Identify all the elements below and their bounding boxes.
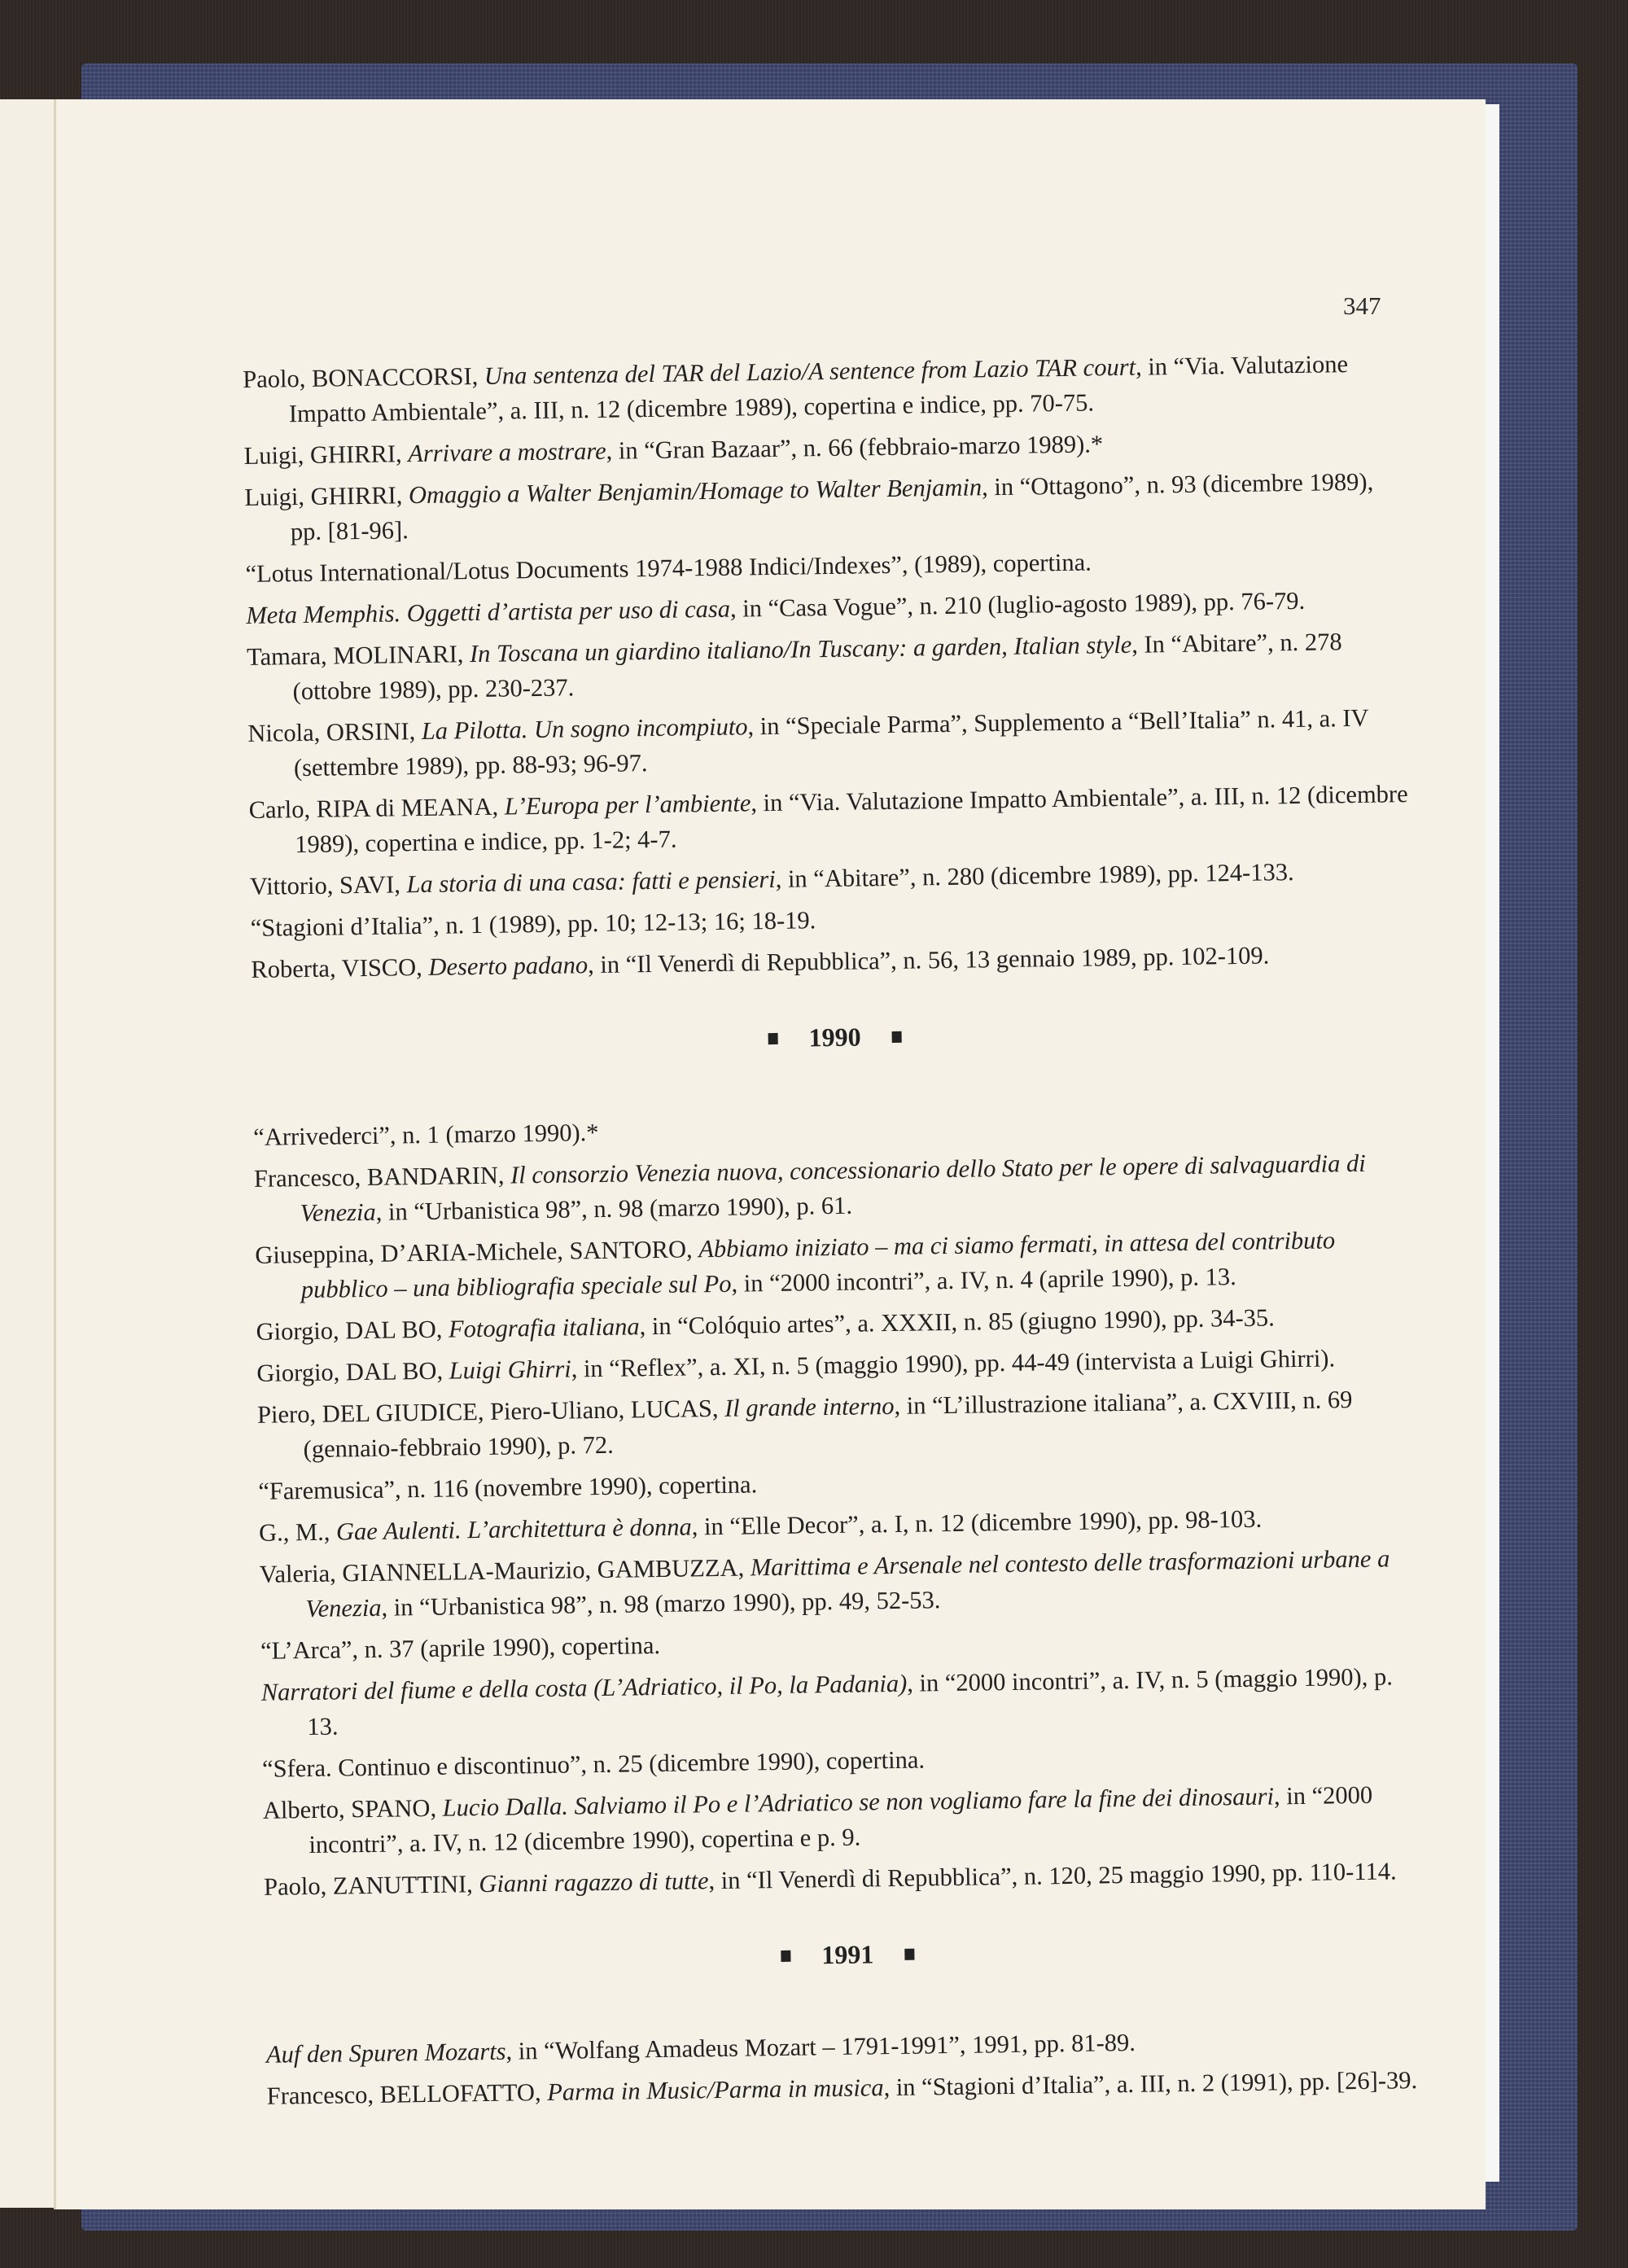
entry-source: , in “2000 incontri”, a. IV, n. 5 (maggio 1990), p. 13. — [307, 1662, 1394, 1741]
entry-title: Fotografia italiana — [448, 1312, 640, 1343]
entry-title: Meta Memphis. Oggetti d’artista per uso di casa — [246, 594, 731, 629]
entry-author: Nicola, ORSINI, — [247, 716, 422, 747]
entry-source: , in “Gran Bazaar”, n. 66 (febbraio-marzo 1989).* — [606, 430, 1104, 465]
entry-author: “Arrivederci”, n. 1 (marzo 1990).* — [253, 1118, 599, 1151]
entry-author: Giorgio, DAL BO, — [256, 1315, 449, 1346]
bibliography-entry — [244, 464, 1411, 550]
entry-author: “Faremusica”, n. 116 (novembre 1990), copertina. — [258, 1470, 758, 1505]
entry-author: “Lotus International/Lotus Documents 1974-1988 Indici/Indexes”, (1989), copertina. — [245, 548, 1092, 588]
entry-title: Gae Aulenti. L’architettura è donna — [335, 1513, 693, 1546]
year-heading — [265, 1929, 1430, 1981]
entry-title: Una sentenza del TAR del Lazio/A sentence from Lazio TAR court — [484, 352, 1136, 390]
entry-author: Paolo, BONACCORSI, — [243, 361, 485, 393]
entry-title: In Toscana un giardino italiano/In Tuscany: a garden, Italian style — [469, 630, 1132, 668]
entry-source: , in “Casa Vogue”, n. 210 (luglio-agosto 1989), pp. 76-79. — [729, 586, 1306, 623]
bibliography-entry — [247, 624, 1413, 710]
entry-title: Il grande interno — [724, 1391, 895, 1422]
entry-title: Abbiamo iniziato – ma ci siamo fermati, in attesa del contributo pubblico – una bibliografia speciale sul Po — [300, 1226, 1336, 1304]
square-bullet-icon — [768, 1032, 778, 1044]
entry-author: Vittorio, SAVI, — [249, 870, 407, 900]
entry-source: , in “2000 incontri”, a. IV, n. 4 (aprile 1990), p. 13. — [731, 1263, 1237, 1298]
bibliography-entry — [264, 1854, 1429, 1905]
bibliography-entry — [266, 2063, 1432, 2114]
entry-author: Roberta, VISCO, — [251, 952, 429, 983]
entry-title: Deserto padano — [428, 951, 589, 981]
bibliography-entry — [254, 1145, 1420, 1232]
entry-author: Giuseppina, D’ARIA-Michele, SANTORO, — [255, 1235, 699, 1269]
year-label: 1991 — [821, 1939, 874, 1970]
entry-source: , in “Abitare”, n. 280 (dicembre 1989), pp. 124-133. — [775, 858, 1294, 893]
bibliography-entry — [248, 777, 1415, 863]
bibliography-entry — [247, 700, 1414, 786]
entry-author: Giorgio, DAL BO, — [256, 1356, 449, 1387]
entry-title: Lucio Dalla. Salviamo il Po e l’Adriatico se non vogliamo fare la fine dei dinosauri — [442, 1782, 1275, 1822]
entry-title: Marittima e Arsenale nel contesto delle trasformazioni urbane a Venezia — [305, 1544, 1390, 1623]
year-label: 1990 — [808, 1022, 861, 1053]
bibliography-list — [243, 346, 1433, 2121]
year-heading — [252, 1012, 1417, 1063]
entry-author: Francesco, BANDARIN, — [253, 1161, 511, 1193]
entry-author: Luigi, GHIRRI, — [244, 481, 409, 511]
entry-title: Auf den Spuren Mozarts — [265, 2037, 506, 2069]
entry-source: , in “Ottagono”, n. 93 (dicembre 1989), pp. [81-96]. — [290, 467, 1374, 546]
entry-author: “L’Arca”, n. 37 (aprile 1990), copertina. — [260, 1631, 661, 1665]
entry-author: Tamara, MOLINARI, — [246, 640, 470, 671]
entry-title: Narratori del fiume e della costa (L’Adriatico, il Po, la Padania) — [260, 1669, 908, 1706]
entry-title: Omaggio a Walter Benjamin/Homage to Walter Benjamin — [408, 473, 982, 510]
entry-author: “Stagioni d’Italia”, n. 1 (1989), pp. 10; 12-13; 16; 18-19. — [250, 906, 816, 942]
entry-source: , in “Colóquio artes”, a. XXXII, n. 85 (giugno 1990), pp. 34-35. — [639, 1303, 1275, 1341]
entry-author: Paolo, ZANUTTINI, — [263, 1870, 479, 1901]
entry-title: L’Europa per l’ambiente — [504, 789, 751, 821]
entry-source: , in “Elle Decor”, a. I, n. 12 (dicembre 1990), pp. 98-103. — [691, 1504, 1263, 1541]
bibliography-entry — [259, 1541, 1425, 1627]
entry-title: Parma in Music/Parma in musica — [546, 2073, 884, 2106]
entry-source: , in “Speciale Parma”, Supplemento a “Bell’Italia” n. 41, a. IV (settembre 1989), pp. 88-93; 96-97. — [293, 703, 1369, 782]
entry-source: , in “Via. Valutazione Impatto Ambientale”, a. III, n. 12 (dicembre 1989), copertina e indice, pp. 70-75. — [288, 350, 1349, 428]
page-number: 347 — [1343, 291, 1381, 320]
entry-title: Luigi Ghirri — [449, 1355, 571, 1385]
entry-author: “Sfera. Continuo e discontinuo”, n. 25 (dicembre 1990), copertina. — [261, 1745, 926, 1783]
entry-source: , In “Abitare”, n. 278 (ottobre 1989), pp. 230-237. — [292, 628, 1342, 706]
bibliography-entry — [261, 1659, 1428, 1745]
square-bullet-icon — [904, 1948, 914, 1959]
entry-author: G., M., — [258, 1517, 337, 1547]
entry-source: , in “Stagioni d’Italia”, a. III, n. 2 (1991), pp. [26]-39. — [883, 2066, 1418, 2102]
entry-title: Arrivare a mostrare — [407, 436, 606, 468]
entry-source: , in “L’illustrazione italiana”, a. CXVIII, n. 69 (gennaio-febbraio 1990), p. 72. — [303, 1386, 1353, 1464]
bibliography-entry — [255, 1222, 1421, 1308]
entry-source: , in “Urbanistica 98”, n. 98 (marzo 1990), p. 61. — [375, 1191, 853, 1226]
entry-author: Alberto, SPANO, — [262, 1793, 443, 1824]
entry-source: , in “Il Venerdì di Repubblica”, n. 56, 13 gennaio 1989, pp. 102-109. — [587, 941, 1270, 979]
bibliography-entry — [251, 936, 1416, 987]
square-bullet-icon — [892, 1031, 902, 1042]
square-bullet-icon — [781, 1950, 790, 1961]
entry-author: Valeria, GIANNELLA-Maurizio, GAMBUZZA, — [259, 1553, 751, 1588]
entry-author: Piero, DEL GIUDICE, Piero-Uliano, LUCAS, — [256, 1394, 725, 1429]
entry-source: , in “Via. Valutazione Impatto Ambientale”, a. III, n. 12 (dicembre 1989), copertina e indice, pp. 1-2; 4-7. — [295, 780, 1408, 859]
entry-author: Carlo, RIPA di MEANA, — [248, 792, 505, 824]
entry-source: , in “2000 incontri”, a. IV, n. 12 (dicembre 1990), copertina e p. 9. — [309, 1780, 1373, 1859]
entry-source: , in “Reflex”, a. XI, n. 5 (maggio 1990), pp. 44-49 (intervista a Luigi Ghirri). — [571, 1344, 1336, 1383]
entry-title: Il consorzio Venezia nuova, concessionario dello Stato per le opere di salvaguardia di Venezia — [300, 1149, 1366, 1228]
entry-source: , in “Urbanistica 98”, n. 98 (marzo 1990), pp. 49, 52-53. — [381, 1586, 941, 1622]
entry-title: Gianni ragazzo di tutte — [479, 1867, 709, 1898]
entry-author: Luigi, GHIRRI, — [243, 440, 409, 470]
entry-author: Francesco, BELLOFATTO, — [266, 2078, 548, 2110]
entry-source: , in “Il Venerdì di Repubblica”, n. 120, 25 maggio 1990, pp. 110-114. — [708, 1857, 1397, 1895]
bibliography-entry — [263, 1777, 1429, 1863]
entry-source: , in “Wolfang Amadeus Mozart – 1791-1991”, 1991, pp. 81-89. — [505, 2028, 1136, 2065]
bibliography-entry — [257, 1381, 1424, 1468]
entry-title: La storia di una casa: fatti e pensieri — [406, 865, 776, 899]
entry-title: La Pilotta. Un sogno incompiuto — [421, 712, 748, 745]
